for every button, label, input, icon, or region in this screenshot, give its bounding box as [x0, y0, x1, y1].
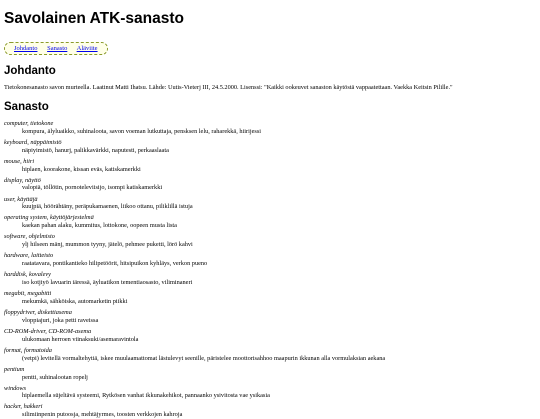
glossary-term: windows	[4, 384, 27, 392]
glossary-term: user, käyttäjä	[4, 195, 38, 203]
glossary-definition: hiplaemella süjeltävä systeemi, Rytkösen vanhat ikkunakehikot, pannaanko ysivitosta vae ysikasia	[22, 392, 270, 400]
glossary-definition: mekumkä, sähköiska, automarketin piikki	[22, 297, 128, 305]
glossary-term: CD-ROM-driver, CD-ROM-asema	[4, 327, 92, 335]
glossary-definition: ulukomaan herroen viinaksuki/asemaravintola	[22, 335, 139, 343]
glossary-definition: pentti, suhinalootan ropelj	[22, 373, 88, 381]
glossary-definition: kuujpiä, höörähtäny, peräpukamaenen, liikoo ottanu, piliklillä istuja	[22, 203, 193, 211]
glossary-term: mouse, hiiri	[4, 157, 35, 165]
glossary-list	[4, 120, 536, 419]
nav-box	[4, 42, 108, 55]
glossary-term: computer, tietokone	[4, 119, 54, 127]
glossary-definition: hiplaen, koorakone, kissan eväs, katiskamerkki	[22, 165, 141, 173]
intro-text: Tietokonesanasto savon murteella. Laatinut Matti Ihatsu. Lähde: Uutis-Vieterj III, 24.5.2000. Lisenssi: "Kaikki ookeuvet sanaston käytöstä vappaatettaan. Vaekka Keitsin Pilille."	[4, 83, 453, 91]
glossary-definition: ylj hilseen mänj, mummon tyyny, jätelö, pehmee puketti, lörö kahvi	[22, 241, 193, 249]
glossary-definition: näpiyimistö, hanurj, palikkavärkki, naputesti, perkaaslaata	[22, 146, 169, 154]
glossary-term: floppydriver, diskettiasema	[4, 308, 72, 316]
intro-heading: Johdanto	[4, 65, 56, 78]
glossary-definition: silimiinpenin putoosja, mehtäjyrmes, toosten verkkojen kahroja	[22, 411, 183, 419]
nav-link-alaviite[interactable]: Aläviite	[76, 45, 98, 53]
glossary-definition: kaekan pahan alaku, kummitus, lottokone, oopeen musta lista	[22, 222, 177, 230]
glossary-definition: kompura, älyluaikko, suhinaloota, savon voeman lutkuttaja, pensksen lelu, raharekkä, hiirijessi	[22, 127, 262, 135]
glossary-term: display, näyttö	[4, 176, 41, 184]
glossary-term: format, formatoida	[4, 346, 52, 354]
glossary-term: operating system, käyttöjärjestelmä	[4, 214, 94, 222]
nav-link-sanasto[interactable]: Sanasto	[47, 45, 68, 53]
glossary-term: megabit, megabitti	[4, 290, 52, 298]
glossary-definition: iso kotjiyö lavuarin iäressä, äyluatikon tementiaosasto, viliminaneri	[22, 278, 193, 286]
nav-link-johdanto[interactable]: Johdanto	[14, 45, 38, 53]
glossary-term: harddisk, kovalevy	[4, 271, 51, 279]
glossary-definition: vloppiajuri, joka petti raveissa	[22, 316, 99, 324]
glossary-term: keyboard, näppäimistö	[4, 138, 62, 146]
glossary-term: hacker, hakkeri	[4, 403, 43, 411]
glossary-definition: valopiä, töllötin, pornoteleviisijo, isompi katiskamerkki	[22, 184, 163, 192]
glossary-term: hardware, laitteisto	[4, 252, 54, 260]
glossary-heading: Sanasto	[4, 101, 49, 114]
glossary-definition: (vetpi) levitellä vormaltehytiä, iskee muulaamattomat lästulevyt seenille, päristelee moottorisahhoo maapurin ikkunan alla vormulaksian aekana	[22, 354, 386, 362]
glossary-definition: raatatavara, pontikantieko hilipetöörit, hitsipuikon kyhläys, verkon pueno	[22, 260, 208, 268]
page-title: Savolainen ATK-sanasto	[4, 10, 185, 27]
glossary-term: software, ohjelmisto	[4, 233, 55, 241]
glossary-term: pentium	[4, 365, 25, 373]
